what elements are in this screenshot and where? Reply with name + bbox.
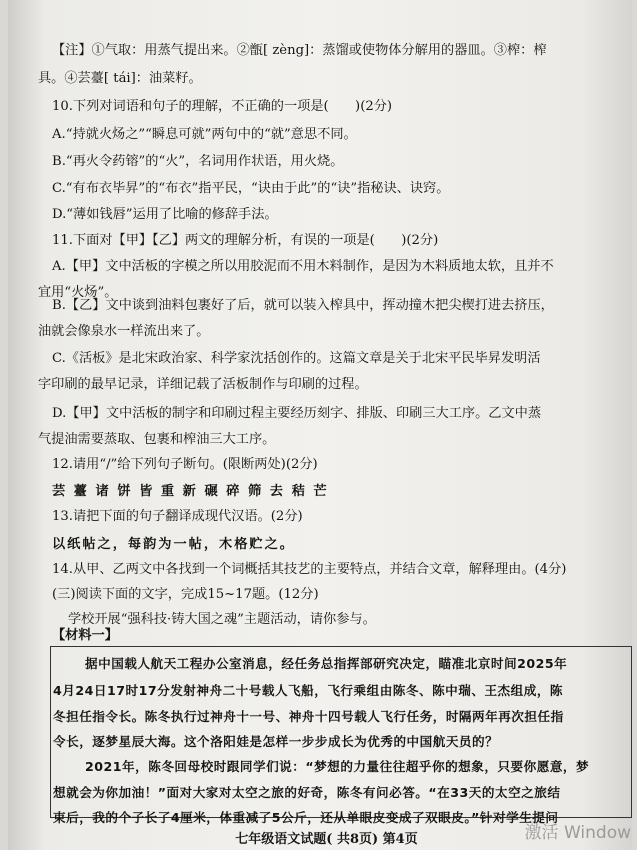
text-line: 学校开展“强科技·铸大国之魂”主题活动，请你参与。: [68, 612, 376, 627]
material-one-header: 【材料一】: [52, 628, 118, 643]
text-line: C.《活板》是北宋政治家、科学家沈括创作的。这篇文章是关于北宋平民毕昇发明活: [52, 351, 541, 366]
text-line: 11.下面对【甲】【乙】两文的理解分析，有误的一项是( )(2分): [52, 233, 439, 248]
page-footer: 七年级语文试题( 共8页) 第4页: [235, 832, 418, 847]
text-line: 宜用“火炀”。: [38, 285, 118, 300]
text-line: C.“有布衣毕昇”的“布衣”指平民，“诀由于此”的“诀”指秘诀、诀窍。: [52, 181, 450, 196]
text-line: 13.请把下面的句子翻译成现代汉语。(2分): [52, 509, 303, 524]
text-line: 字印刷的最早记录，详细记载了活板制作与印刷的过程。: [38, 377, 368, 392]
activation-watermark: 激活 Window: [524, 823, 631, 843]
text-line: 芸 薹 诸 饼 皆 重 新 碾 碎 筛 去 秸 芒: [52, 484, 329, 499]
text-line: B.“再火令药镕”的“火”，名词用作状语，用火烧。: [52, 154, 344, 169]
text-line: D.【甲】文中活板的制字和印刷过程主要经历刻字、排版、印刷三大工序。乙文中蒸: [52, 406, 542, 421]
text-line: 以纸帖之，每韵为一帖，木格贮之。: [52, 537, 295, 552]
material-text-line: 束后，我的个子长了4厘米，体重减了5公斤，还从单眼皮变成了双眼皮。”针对学生提问: [53, 810, 559, 825]
material-text-line: 2021年，陈冬回母校时跟同学们说：“梦想的力量往往超乎你的想象，只要你愿意，梦: [85, 759, 590, 774]
material-text-line: 令长，逐梦星辰大海。这个洛阳娃是怎样一步步成长为优秀的中国航天员的？: [53, 734, 499, 749]
text-line: 10.下列对词语和句子的理解，不正确的一项是( )(2分): [52, 99, 393, 114]
text-line: D.“薄如钱唇”运用了比喻的修辞手法。: [52, 207, 278, 222]
exam-paper: [8, 0, 632, 850]
material-text-line: 据中国载人航天工程办公室消息，经任务总指挥部研究决定，瞄准北京时间2025年: [85, 656, 568, 671]
text-line: 【注】①气取：用蒸气提出来。②甑[ zèng]：蒸馏或使物体分解用的器皿。③榨：榨: [52, 43, 547, 58]
material-text-line: 想就会为你加油！”面对大家对太空之旅的好奇，陈冬有问必答。“在33天的太空之旅结: [53, 785, 561, 800]
material-one-box: [50, 646, 632, 825]
text-line: 油就会像泉水一样流出来了。: [38, 324, 210, 339]
text-line: B.【乙】文中谈到油料包裹好了后，就可以装入榨具中，挥动撞木把尖楔打进去挤压，: [52, 298, 554, 313]
material-text-line: 冬担任指令长。陈冬执行过神舟十一号、神舟十四号载人飞行任务，时隔两年再次担任指: [53, 709, 564, 724]
material-text-line: 4月24日17时17分发射神舟二十号载人飞船，飞行乘组由陈冬、陈中瑞、王杰组成，陈: [53, 683, 564, 698]
text-line: 气提油需要蒸取、包裹和榨油三大工序。: [38, 432, 276, 447]
text-line: (三)阅读下面的文字，完成15~17题。(12分): [52, 587, 319, 602]
text-line: A.【甲】文中活板的字模之所以用胶泥而不用木料制作，是因为木料质地太软，且并不: [52, 259, 554, 274]
text-line: A.“持就火炀之”“瞬息可就”两句中的“就”意思不同。: [52, 127, 357, 142]
text-line: 12.请用“/”给下列句子断句。(限断两处)(2分): [52, 457, 318, 472]
text-line: 14.从甲、乙两文中各找到一个词概括其技艺的主要特点，并结合文章，解释理由。(4分): [52, 562, 567, 577]
text-line: 具。④芸薹[ tái]：油菜籽。: [38, 71, 202, 86]
